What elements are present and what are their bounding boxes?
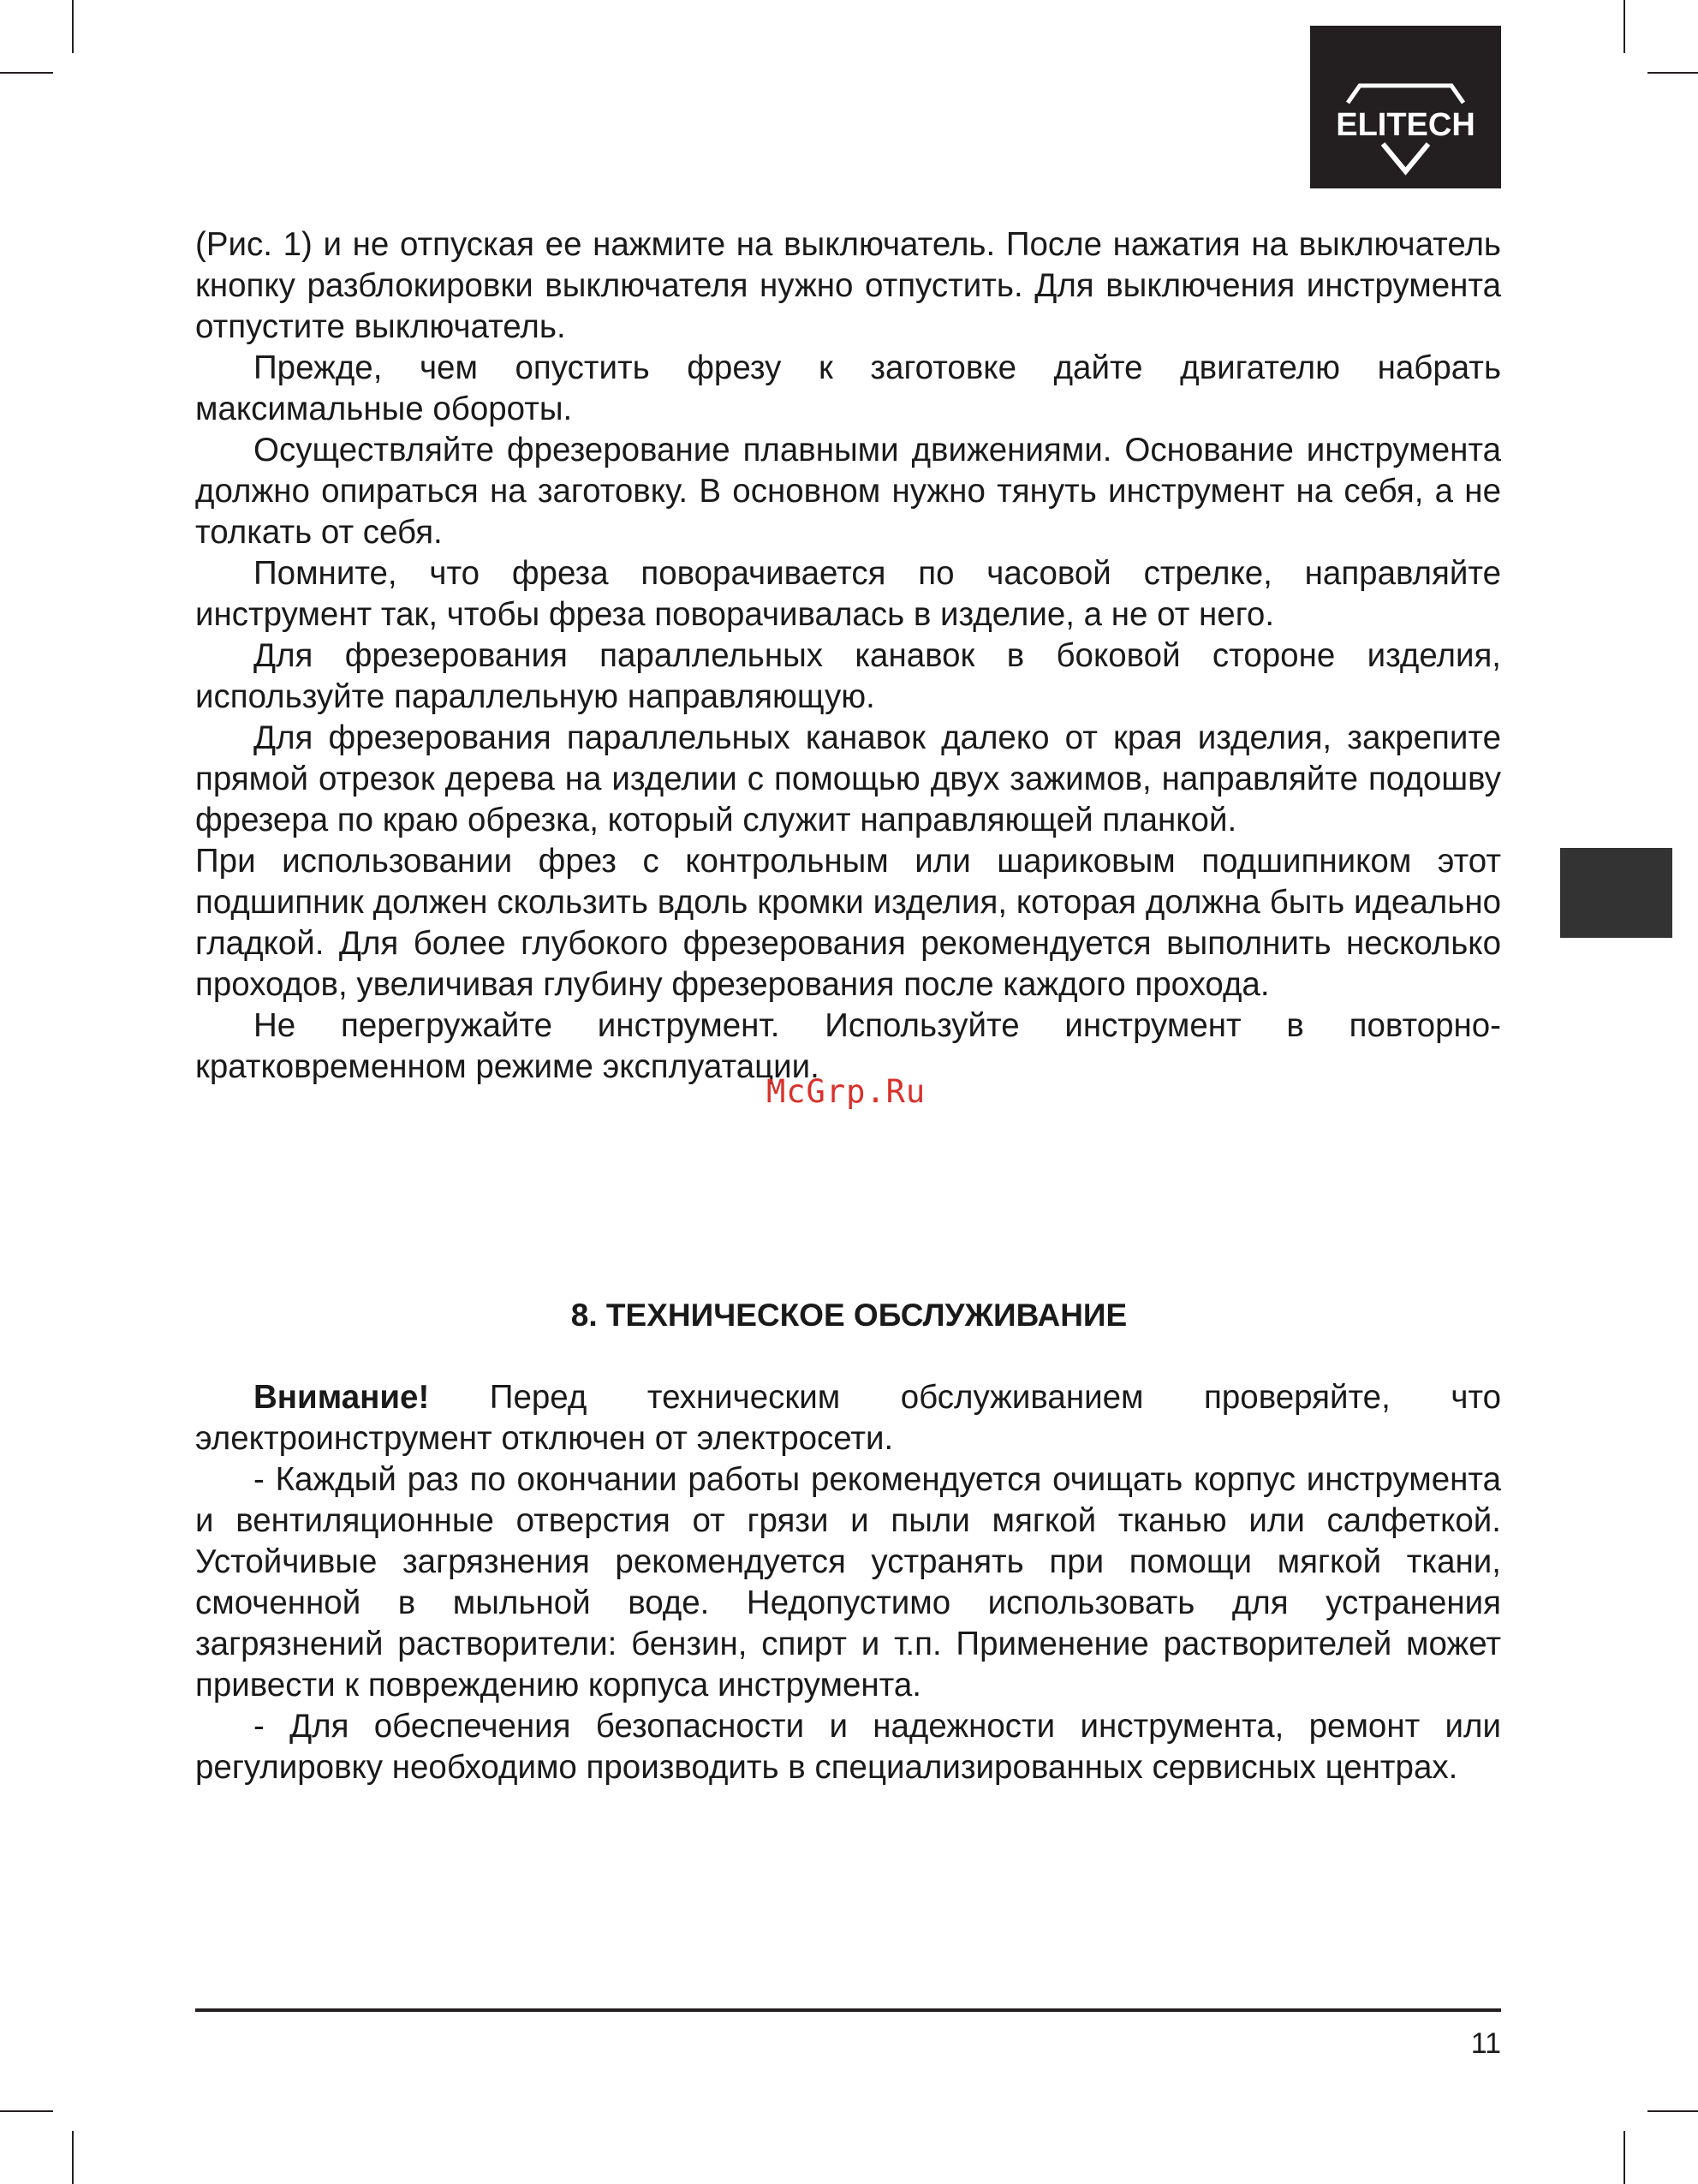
paragraph: Прежде, чем опустить фрезу к заготовке дайте двигателю набрать максимальные обороты. — [195, 349, 1501, 427]
crop-mark — [0, 2110, 53, 2112]
page-number: 11 — [1470, 2027, 1501, 2060]
footer-rule — [195, 2008, 1501, 2012]
paragraph: Не перегружайте инструмент. Используйте инструмент в повторно-кратковременном режиме эксплуатации. — [195, 1007, 1501, 1085]
paragraph: (Рис. 1) и не отпуская ее нажмите на выключатель. После нажатия на выключатель кнопку разблокировки выключателя нужно отпустить. Для выключения инструмента отпустите выключатель. — [195, 226, 1501, 345]
paragraph: Помните, что фреза поворачивается по часовой стрелке, направляйте инструмент так, чтобы фреза поворачивалась в изделие, а не от него. — [195, 555, 1501, 633]
warning-paragraph — [195, 1377, 1501, 1459]
crop-mark — [0, 72, 53, 74]
section-title: 8. ТЕХНИЧЕСКОЕ ОБСЛУЖИВАНИЕ — [570, 1298, 1128, 1333]
chapter-tab — [1560, 848, 1672, 938]
crop-mark — [72, 2131, 74, 2184]
crop-mark — [1624, 2131, 1625, 2184]
brand-logo — [1310, 26, 1501, 188]
warning-text: Перед техническим обслуживанием проверяйте, что электроинструмент отключен от электросети. — [195, 1379, 1501, 1457]
crop-mark — [1647, 72, 1698, 74]
body-text — [195, 224, 1501, 1088]
logo-text: ELITECH — [1336, 107, 1475, 143]
crop-mark — [72, 0, 74, 53]
list-item: - Каждый раз по окончании работы рекомендуется очищать корпус инструмента и вентиляционные отверстия от грязи и пыли мягкой тканью или салфеткой. Устойчивые загрязнения рекомендуется устранять при помощи мягкой ткани, смоченной в мыльной воде. Недопустимо использовать для устранения загрязнений растворители: бензин, спирт и т.п. Применение растворителей может привести к повреждению корпуса инструмента. — [195, 1461, 1501, 1704]
paragraph: Осуществляйте фрезерование плавными движениями. Основание инструмента должно опираться на заготовку. В основном нужно тянуть инструмент на себя, а не толкать от себя. — [195, 432, 1501, 551]
paragraph: При использовании фрез с контрольным или шариковым подшипником этот подшипник должен скользить вдоль кромки изделия, которая должна быть идеально гладкой. Для более глубокого фрезерования рекомендуется выполнить несколько проходов, увеличивая глубину фрезерования после каждого прохода. — [195, 843, 1501, 1003]
crop-mark — [1647, 2110, 1698, 2112]
warning-label: Внимание! — [253, 1379, 430, 1416]
paragraph: Для фрезерования параллельных канавок в боковой стороне изделия, используйте параллельную направляющую. — [195, 637, 1501, 715]
watermark: McGrp.Ru — [766, 1073, 926, 1110]
list-item: - Для обеспечения безопасности и надежности инструмента, ремонт или регулировку необходимо производить в специализированных сервисных центрах. — [195, 1708, 1501, 1786]
paragraph: Для фрезерования параллельных канавок далеко от края изделия, закрепите прямой отрезок дерева на изделии с помощью двух зажимов, направляйте подошву фрезера по краю обрезка, который служит направляющей планкой. — [195, 719, 1501, 838]
section-body — [195, 1377, 1501, 1788]
crop-mark — [1624, 0, 1625, 53]
elitech-logo-icon — [1310, 26, 1501, 188]
